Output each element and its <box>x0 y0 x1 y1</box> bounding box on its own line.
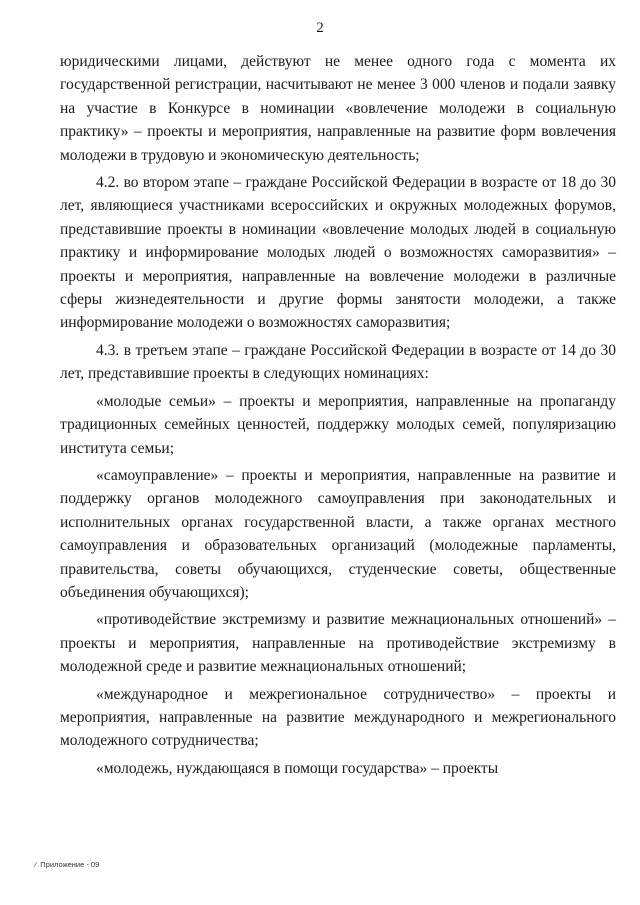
nomination-self-government: «самоуправление» – проекты и мероприятия, направленные на развитие и поддержку органов молодежного самоуправления при законодательных и исполнительных органах государственной власти, а также органах местного самоуправления и образовательных организаций (молодежные парламенты, правительства, советы обучающихся, студенческие советы, общественные объединения обучающихся); <box>60 466 616 601</box>
paragraph-4-3: 4.3. в третьем этапе – граждане Российской Федерации в возрасте от 14 до 30 лет, представившие проекты в следующих номинациях: <box>60 341 616 383</box>
page-footer <box>35 860 99 869</box>
page-number: 2 <box>316 20 324 36</box>
scan-mark-icon: ⁄ <box>35 860 37 869</box>
paragraph-4-2: 4.2. во втором этапе – граждане Российской Федерации в возрасте от 18 до 30 лет, являющиеся участниками всероссийских и окружных молодежных форумов, представившие проекты в номинации «вовлечение молодых людей в социальную практику и информирование молодых людей о возможностях саморазвития» – проекты и мероприятия, направленные на вовлечение молодежи в различные сферы жизнедеятельности и другие формы занятости молодежи, а также информирование молодежи о возможностях саморазвития; <box>60 174 616 332</box>
footer-label: Приложение - 09 <box>40 860 100 869</box>
nomination-young-families: «молодые семьи» – проекты и мероприятия, направленные на пропаганду традиционных семейных ценностей, поддержку молодых семей, популяризацию института семьи; <box>60 392 616 457</box>
nomination-counter-extremism: «противодействие экстремизму и развитие межнациональных отношений» – проекты и мероприятия, направленные на противодействие экстремизму в молодежной среде и развитие межнациональных отношений; <box>60 611 616 676</box>
paragraph-continuation: юридическими лицами, действуют не менее одного года с момента их государственной регистрации, насчитывают не менее 3 000 членов и подали заявку на участие в Конкурсе в номинации «вовлечение молодежи в социальную практику» – проекты и мероприятия, направленные на развитие форм вовлечения молодежи в трудовую и экономическую деятельность; <box>60 53 616 164</box>
nomination-youth-in-need: «молодежь, нуждающаяся в помощи государства» – проекты <box>96 759 499 777</box>
nomination-international-cooperation: «международное и межрегиональное сотрудничество» – проекты и мероприятия, направленные на развитие международного и межрегионального молодежного сотрудничества; <box>60 685 616 750</box>
document-body <box>60 50 616 784</box>
